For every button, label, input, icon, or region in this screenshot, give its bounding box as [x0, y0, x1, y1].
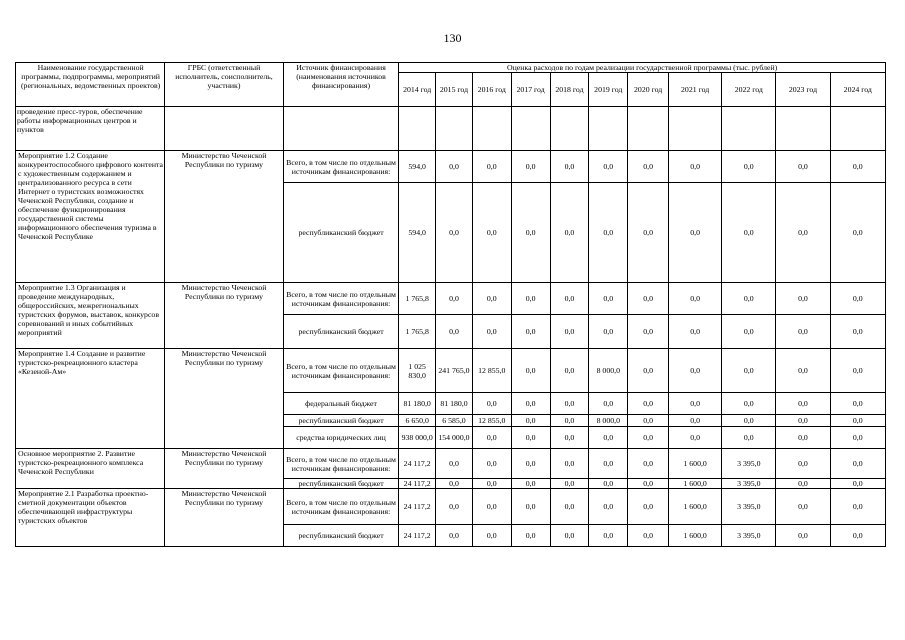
value-cell: 0,0 [628, 525, 669, 547]
value-cell: 12 855,0 [472, 349, 511, 393]
table-row [16, 489, 886, 525]
header-year: 2023 год [776, 73, 830, 107]
value-cell: 0,0 [628, 315, 669, 349]
value-cell: 6 585,0 [436, 415, 473, 427]
continuation-cell [399, 107, 436, 151]
value-cell: 0,0 [472, 315, 511, 349]
value-cell: 0,0 [830, 479, 885, 489]
value-cell: 1 600,0 [669, 479, 722, 489]
value-cell: 0,0 [628, 479, 669, 489]
value-cell: 0,0 [511, 479, 550, 489]
value-cell: 0,0 [589, 283, 628, 315]
header-estimate: Оценка расходов по годам реализации государственной программы (тыс. рублей) [399, 63, 886, 73]
value-cell: 81 180,0 [399, 393, 436, 415]
value-cell: 0,0 [550, 393, 589, 415]
value-cell: 0,0 [550, 349, 589, 393]
value-cell: 0,0 [722, 283, 776, 315]
value-cell: 1 765,8 [399, 283, 436, 315]
value-cell: 0,0 [628, 489, 669, 525]
value-cell: 0,0 [776, 349, 830, 393]
value-cell: 0,0 [436, 449, 473, 479]
measure-name: Мероприятие 1.4 Создание и развитие туристско-рекреационного кластера «Кезеной-Ам» [16, 349, 165, 449]
value-cell: 0,0 [669, 283, 722, 315]
value-cell: 594,0 [399, 183, 436, 283]
funding-source: республиканский бюджет [283, 479, 399, 489]
header-year: 2015 год [436, 73, 473, 107]
measure-name: Основное мероприятие 2. Развитие туристско-рекреационного комплекса Чеченской Республики [16, 449, 165, 489]
table-row [16, 151, 886, 183]
value-cell: 0,0 [589, 183, 628, 283]
value-cell: 0,0 [830, 183, 885, 283]
value-cell: 0,0 [776, 415, 830, 427]
header-year: 2019 год [589, 73, 628, 107]
value-cell: 0,0 [669, 315, 722, 349]
value-cell: 0,0 [776, 449, 830, 479]
value-cell: 0,0 [511, 283, 550, 315]
continuation-cell [776, 107, 830, 151]
value-cell: 8 000,0 [589, 415, 628, 427]
value-cell: 0,0 [669, 393, 722, 415]
value-cell: 0,0 [589, 449, 628, 479]
funding-source: республиканский бюджет [283, 415, 399, 427]
funding-source: республиканский бюджет [283, 525, 399, 547]
value-cell: 81 180,0 [436, 393, 473, 415]
value-cell: 0,0 [436, 283, 473, 315]
value-cell: 0,0 [628, 393, 669, 415]
value-cell: 1 765,8 [399, 315, 436, 349]
continuation-cell [722, 107, 776, 151]
value-cell: 3 395,0 [722, 489, 776, 525]
value-cell: 0,0 [472, 427, 511, 449]
continuation-cell [550, 107, 589, 151]
value-cell: 0,0 [722, 415, 776, 427]
header-name-text: Наименование государственной программы, подпрограммы, мероприятий (региональных, ведомственных проектов) [20, 63, 161, 90]
value-cell: 0,0 [436, 479, 473, 489]
value-cell: 0,0 [436, 489, 473, 525]
value-cell: 0,0 [628, 283, 669, 315]
value-cell: 0,0 [628, 427, 669, 449]
value-cell: 154 000,0 [436, 427, 473, 449]
value-cell: 0,0 [830, 449, 885, 479]
continuation-cell [472, 107, 511, 151]
value-cell: 0,0 [830, 427, 885, 449]
value-cell: 0,0 [550, 183, 589, 283]
value-cell: 0,0 [511, 525, 550, 547]
continuation-cell [669, 107, 722, 151]
value-cell: 1 600,0 [669, 449, 722, 479]
value-cell: 0,0 [550, 151, 589, 183]
value-cell: 0,0 [472, 479, 511, 489]
value-cell: 0,0 [669, 183, 722, 283]
value-cell: 24 117,2 [399, 479, 436, 489]
value-cell: 0,0 [550, 315, 589, 349]
table-row [16, 283, 886, 315]
value-cell: 0,0 [511, 415, 550, 427]
value-cell: 0,0 [776, 151, 830, 183]
value-cell: 0,0 [511, 349, 550, 393]
value-cell: 0,0 [830, 525, 885, 547]
continuation-cell [283, 107, 399, 151]
value-cell: 0,0 [550, 525, 589, 547]
value-cell: 0,0 [628, 449, 669, 479]
value-cell: 0,0 [669, 415, 722, 427]
value-cell: 0,0 [830, 415, 885, 427]
value-cell: 0,0 [830, 151, 885, 183]
value-cell: 0,0 [628, 151, 669, 183]
value-cell: 241 765,0 [436, 349, 473, 393]
measure-name: Мероприятие 1.3 Организация и проведение международных, общероссийских, межрегиональных туристских форумов, выставок, конкурсов соревнований и иных событийных мероприятий [16, 283, 165, 349]
funding-source: республиканский бюджет [283, 315, 399, 349]
value-cell: 0,0 [722, 349, 776, 393]
value-cell: 0,0 [472, 525, 511, 547]
value-cell: 24 117,2 [399, 449, 436, 479]
header-year: 2018 год [550, 73, 589, 107]
value-cell: 0,0 [472, 151, 511, 183]
value-cell: 0,0 [472, 393, 511, 415]
value-cell: 0,0 [589, 393, 628, 415]
value-cell: 0,0 [722, 183, 776, 283]
continuation-cell [436, 107, 473, 151]
value-cell: 0,0 [776, 427, 830, 449]
value-cell: 0,0 [550, 415, 589, 427]
measure-name: Мероприятие 2.1 Разработка проектно-сметной документации объектов обеспечивающей инфраструктуры туристских объектов [16, 489, 165, 547]
continuation-cell [830, 107, 885, 151]
value-cell: 0,0 [830, 393, 885, 415]
value-cell: 0,0 [436, 183, 473, 283]
value-cell: 8 000,0 [589, 349, 628, 393]
measure-grbs: Министерство Чеченской Республики по туризму [165, 489, 284, 547]
funding-source: средства юридических лиц [283, 427, 399, 449]
header-year: 2022 год [722, 73, 776, 107]
funding-source: республиканский бюджет [283, 183, 399, 283]
value-cell: 0,0 [669, 349, 722, 393]
value-cell: 0,0 [776, 183, 830, 283]
value-cell: 0,0 [550, 489, 589, 525]
value-cell: 0,0 [776, 489, 830, 525]
value-cell: 0,0 [722, 315, 776, 349]
value-cell: 0,0 [472, 489, 511, 525]
value-cell: 0,0 [550, 449, 589, 479]
continuation-cell [589, 107, 628, 151]
value-cell: 0,0 [589, 151, 628, 183]
value-cell: 0,0 [511, 315, 550, 349]
funding-source: Всего, в том числе по отдельным источникам финансирования: [283, 283, 399, 315]
measure-grbs: Министерство Чеченской Республики по туризму [165, 349, 284, 449]
table-row [16, 349, 886, 393]
value-cell: 0,0 [776, 479, 830, 489]
header-year: 2021 год [669, 73, 722, 107]
value-cell: 0,0 [669, 427, 722, 449]
value-cell: 0,0 [511, 449, 550, 479]
continuation-text: проведение пресс-туров, обеспечение работы информационных центров и пунктов [16, 107, 165, 151]
value-cell: 0,0 [550, 283, 589, 315]
measure-grbs: Министерство Чеченской Республики по туризму [165, 449, 284, 489]
header-year: 2017 год [511, 73, 550, 107]
value-cell: 3 395,0 [722, 449, 776, 479]
measure-grbs: Министерство Чеченской Республики по туризму [165, 283, 284, 349]
value-cell: 0,0 [511, 183, 550, 283]
funding-source: федеральный бюджет [283, 393, 399, 415]
value-cell: 0,0 [722, 393, 776, 415]
measure-grbs: Министерство Чеченской Республики по туризму [165, 151, 284, 283]
value-cell: 0,0 [472, 283, 511, 315]
value-cell: 0,0 [722, 427, 776, 449]
header-source: Источник финансирования (наименования источников финансирования) [283, 63, 399, 107]
continuation-cell [628, 107, 669, 151]
value-cell: 0,0 [472, 449, 511, 479]
value-cell: 0,0 [628, 183, 669, 283]
value-cell: 0,0 [511, 393, 550, 415]
continuation-cell [511, 107, 550, 151]
value-cell: 0,0 [776, 315, 830, 349]
value-cell: 0,0 [628, 349, 669, 393]
value-cell: 3 395,0 [722, 525, 776, 547]
header-year: 2024 год [830, 73, 885, 107]
value-cell: 6 650,0 [399, 415, 436, 427]
value-cell: 0,0 [589, 525, 628, 547]
value-cell: 12 855,0 [472, 415, 511, 427]
value-cell: 0,0 [550, 479, 589, 489]
value-cell: 0,0 [830, 349, 885, 393]
value-cell: 0,0 [830, 489, 885, 525]
header-year: 2016 год [472, 73, 511, 107]
page-number: 130 [443, 31, 462, 45]
table-row [16, 449, 886, 479]
value-cell: 0,0 [830, 283, 885, 315]
value-cell: 594,0 [399, 151, 436, 183]
value-cell: 0,0 [776, 393, 830, 415]
value-cell: 0,0 [589, 479, 628, 489]
header-year: 2014 год [399, 73, 436, 107]
value-cell: 0,0 [776, 283, 830, 315]
header-name [16, 63, 165, 107]
value-cell: 0,0 [830, 315, 885, 349]
value-cell: 3 395,0 [722, 479, 776, 489]
value-cell: 0,0 [436, 315, 473, 349]
measure-name: Мероприятие 1.2 Создание конкурентоспособного цифрового контента с художественным содержанием и централизованного ресурса в сети Интернет о туристских возможностях Чеченской Республики, создание и обеспечение функционирования государственной системы информационного обеспечения туризма в Чеченской Республике [16, 151, 165, 283]
value-cell: 0,0 [550, 427, 589, 449]
value-cell: 0,0 [436, 525, 473, 547]
value-cell: 0,0 [776, 525, 830, 547]
value-cell: 0,0 [628, 415, 669, 427]
value-cell: 0,0 [589, 427, 628, 449]
funding-source: Всего, в том числе по отдельным источникам финансирования: [283, 489, 399, 525]
value-cell: 1 600,0 [669, 489, 722, 525]
header-year: 2020 год [628, 73, 669, 107]
funding-source: Всего, в том числе по отдельным источникам финансирования: [283, 349, 399, 393]
value-cell: 1 025 830,0 [399, 349, 436, 393]
value-cell: 0,0 [669, 151, 722, 183]
value-cell: 0,0 [511, 151, 550, 183]
funding-source: Всего, в том числе по отдельным источникам финансирования: [283, 151, 399, 183]
value-cell: 0,0 [436, 151, 473, 183]
budget-table [15, 62, 886, 547]
continuation-cell [165, 107, 284, 151]
value-cell: 0,0 [472, 183, 511, 283]
value-cell: 0,0 [589, 489, 628, 525]
value-cell: 24 117,2 [399, 489, 436, 525]
funding-source: Всего, в том числе по отдельным источникам финансирования: [283, 449, 399, 479]
value-cell: 1 600,0 [669, 525, 722, 547]
value-cell: 0,0 [589, 315, 628, 349]
value-cell: 0,0 [511, 489, 550, 525]
value-cell: 938 000,0 [399, 427, 436, 449]
value-cell: 0,0 [511, 427, 550, 449]
value-cell: 0,0 [722, 151, 776, 183]
header-grbs: ГРБС (ответственный исполнитель, соисполнитель, участник) [165, 63, 284, 107]
value-cell: 24 117,2 [399, 525, 436, 547]
